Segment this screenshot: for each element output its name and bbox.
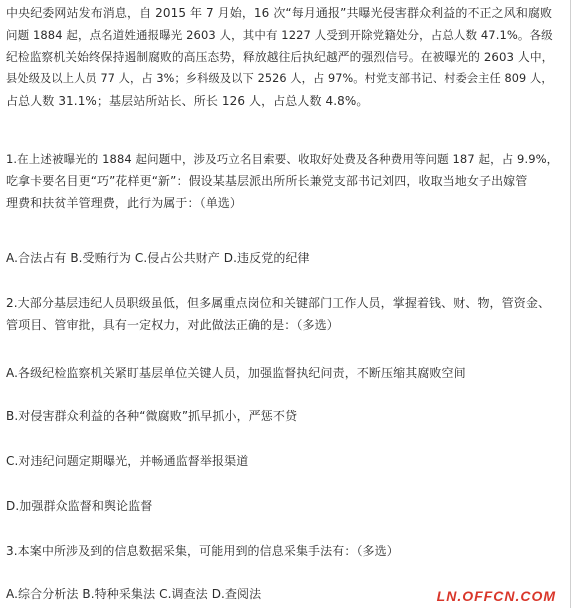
question-2-option-a <box>6 362 562 384</box>
text-line: 占总人数 31.1%；基层站所站长、所长 126 人，占总人数 4.8%。 <box>6 94 369 108</box>
text-line: 理费和扶贫羊管理费，此行为属于：（单选） <box>6 196 243 210</box>
text-line: 纪检监察机关始终保持遏制腐败的高压态势，释放越往后执纪越严的强烈信号。在被曝光的 2603 人中， <box>6 50 554 64</box>
question-2-stem <box>6 292 562 336</box>
text-line: 问题 1884 起，点名道姓通报曝光 2603 人，其中有 1227 人受到开除党籍处分，占总人数 47.1%。各级 <box>6 28 553 42</box>
question-1-stem <box>6 148 562 214</box>
answer-option: A.合法占有 B.受贿行为 C.侵占公共财产 D.违反党的纪律 <box>6 251 310 265</box>
text-line: 中央纪委网站发布消息，自 2015 年 7 月始，16 次“每月通报”共曝光侵害群众利益的不正之风和腐败 <box>6 6 553 20</box>
answer-option: D.加强群众监督和舆论监督 <box>6 499 153 513</box>
text-line: 县处级及以上人员 77 人，占 3%；乡科级及以下 2526 人，占 97%。村党支部书记、村委会主任 809 人， <box>6 72 553 85</box>
question-3-stem <box>6 540 562 562</box>
text-line: 管项目、管审批，具有一定权力，对此做法正确的是：（多选） <box>6 318 339 332</box>
text-line: 1.在上述被曝光的 1884 起问题中，涉及巧立名目索要、收取好处费及各种费用等问题 187 起，占 9.9%， <box>6 152 559 166</box>
question-1-options <box>6 247 562 269</box>
watermark-logo: LN.OFFCN.COM <box>436 588 556 604</box>
text-line: 3.本案中所涉及到的信息数据采集，可能用到的信息采集手法有：（多选） <box>6 544 399 558</box>
text-line: 2.大部分基层违纪人员职级虽低，但多属重点岗位和关键部门工作人员，掌握着钱、财、物，管资金、 <box>6 296 551 310</box>
answer-option: A.各级纪检监察机关紧盯基层单位关键人员，加强监督执纪问责，不断压缩其腐败空间 <box>6 366 466 380</box>
question-2-option-d <box>6 495 562 517</box>
intro-paragraph <box>6 2 562 112</box>
answer-option: B.对侵害群众利益的各种“微腐败”抓早抓小，严惩不贷 <box>6 409 298 423</box>
question-2-option-b <box>6 405 562 427</box>
text-line: 吃拿卡要名目更“巧”花样更“新”：假设某基层派出所所长兼党支部书记刘四，收取当地女子出嫁管 <box>6 174 528 188</box>
question-2-option-c <box>6 450 562 472</box>
answer-option: C.对违纪问题定期曝光，并畅通监督举报渠道 <box>6 454 249 468</box>
answer-option: A.综合分析法 B.特种采集法 C.调查法 D.查阅法 <box>6 587 262 601</box>
